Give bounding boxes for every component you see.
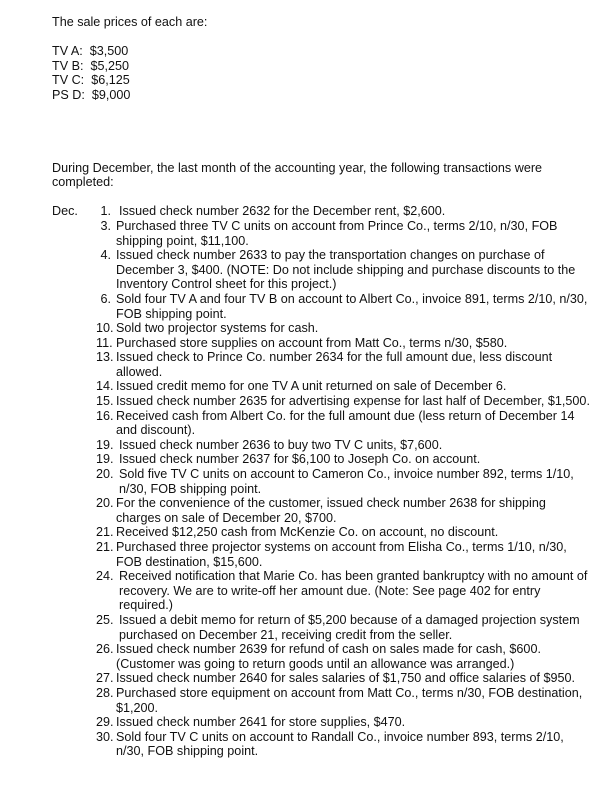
price-label: PS D: xyxy=(52,87,85,102)
transaction-item xyxy=(96,569,592,613)
transaction-text: Issued check number 2636 to buy two TV C units, $7,600. xyxy=(119,437,443,452)
transaction-day: 21. xyxy=(96,540,114,554)
transaction-day: 21. xyxy=(96,525,114,540)
transaction-day: 6. xyxy=(100,291,111,306)
transaction-text: Purchased store supplies on account from Matt Co., terms n/30, $580. xyxy=(116,335,508,350)
transaction-item xyxy=(96,642,592,671)
transaction-item xyxy=(96,496,592,525)
month-label: Dec. xyxy=(52,204,78,219)
transaction-item xyxy=(96,350,592,379)
transaction-item xyxy=(96,730,592,759)
transaction-item xyxy=(96,715,592,730)
transaction-day: 25. xyxy=(96,612,114,627)
price-value: $5,250 xyxy=(90,58,130,73)
transaction-text: Sold two projector systems for cash. xyxy=(116,321,319,336)
price-label: TV C: xyxy=(52,73,85,88)
price-value: $3,500 xyxy=(89,44,129,59)
price-value: $9,000 xyxy=(91,87,131,102)
transaction-text: Received $12,250 cash from McKenzie Co. on account, no discount. xyxy=(116,525,499,540)
transaction-day: 14. xyxy=(96,379,114,394)
price-label: TV B: xyxy=(52,58,84,73)
transaction-item xyxy=(96,438,592,453)
transaction-text: Issued check to Prince Co. number 2634 for the full amount due, less discount allowed. xyxy=(116,350,553,379)
transaction-day: 20. xyxy=(96,467,114,482)
price-list xyxy=(52,44,592,102)
transaction-text: For the convenience of the customer, issued check number 2638 for shipping charges on sale of December 20, $700. xyxy=(116,496,546,525)
transaction-day: 13. xyxy=(96,350,114,365)
transaction-text: Purchased three TV C units on account from Prince Co., terms 2/10, n/30, FOB shipping point, $11,100. xyxy=(116,218,558,248)
transaction-day: 20. xyxy=(96,496,114,511)
transaction-day: 15. xyxy=(96,394,114,409)
transaction-text: Issued check number 2632 for the December rent, $2,600. xyxy=(119,204,446,219)
transaction-text: Issued credit memo for one TV A unit returned on sale of December 6. xyxy=(116,379,507,394)
transaction-day: 26. xyxy=(96,642,114,657)
transaction-text: Issued check number 2637 for $6,100 to Joseph Co. on account. xyxy=(119,452,481,467)
transaction-day: 19. xyxy=(96,437,114,452)
transaction-item xyxy=(96,379,592,394)
transaction-item xyxy=(96,525,592,540)
transaction-text: Sold four TV A and four TV B on account to Albert Co., invoice 891, terms 2/10, n/30, FOB shipping point. xyxy=(116,291,588,321)
transaction-item xyxy=(96,336,592,351)
price-value: $6,125 xyxy=(91,73,130,88)
transaction-day: 1. xyxy=(100,204,111,219)
transaction-day: 11. xyxy=(96,335,113,350)
transaction-text: Issued check number 2641 for store supplies, $470. xyxy=(116,715,406,730)
transaction-day: 4. xyxy=(100,248,111,263)
price-line-ps-d xyxy=(52,88,592,103)
transaction-item xyxy=(96,248,592,292)
transaction-day: 10. xyxy=(96,321,114,336)
transaction-day: 28. xyxy=(96,685,114,700)
transaction-text: Received cash from Albert Co. for the full amount due (less return of December 14 and discount). xyxy=(116,408,575,438)
transaction-item xyxy=(96,292,592,321)
price-line-tv-a xyxy=(52,44,592,59)
transaction-text: Issued a debit memo for return of $5,200 because of a damaged projection system purchased on December 21, receiving credit from the seller. xyxy=(119,612,580,642)
transaction-text: Issued check number 2640 for sales salaries of $1,750 and office salaries of $950. xyxy=(116,671,576,686)
price-line-tv-b xyxy=(52,59,592,74)
transaction-text: Received notification that Marie Co. has been granted bankruptcy with no amount of recovery. We are to write-off her amount due. (Note: See page 402 for entry required.) xyxy=(119,569,588,613)
transaction-day: 19. xyxy=(96,452,114,467)
transaction-text: Purchased three projector systems on account from Elisha Co., terms 1/10, n/30, FOB destination, $15,600. xyxy=(116,540,567,569)
transaction-text: Issued check number 2639 for refund of cash on sales made for cash, $600. (Customer was going to return goods until an allowance was arranged.) xyxy=(116,642,541,671)
transaction-day: 27. xyxy=(96,671,114,686)
transaction-day: 30. xyxy=(96,729,114,744)
transaction-day: 3. xyxy=(100,218,111,233)
transaction-item xyxy=(96,671,592,686)
transaction-text: Issued check number 2635 for advertising expense for last half of December, $1,500. xyxy=(116,394,590,409)
transaction-text: Sold four TV C units on account to Randall Co., invoice number 893, terms 2/10, n/30, FOB shipping point. xyxy=(116,729,564,759)
transaction-item xyxy=(96,321,592,336)
transaction-day: 29. xyxy=(96,715,114,730)
transaction-day: 16. xyxy=(96,408,114,423)
document-page xyxy=(52,15,592,759)
transactions-intro: During December, the last month of the accounting year, the following transactions were completed: xyxy=(52,160,543,190)
transaction-item xyxy=(96,204,592,219)
transaction-text: Issued check number 2633 to pay the transportation changes on purchase of December 3, $400. (NOTE: Do not include shipping and purchase discounts to the Inventory Control sheet for this project.) xyxy=(116,248,576,292)
transaction-item xyxy=(96,394,592,409)
transaction-item xyxy=(96,540,592,569)
price-label: TV A: xyxy=(52,44,83,59)
transaction-item xyxy=(96,686,592,715)
transaction-item xyxy=(96,409,592,438)
sale-prices-heading: The sale prices of each are: xyxy=(52,15,208,29)
transaction-item xyxy=(96,613,592,642)
transaction-item xyxy=(96,219,592,248)
transaction-item xyxy=(96,452,592,467)
price-line-tv-c xyxy=(52,73,592,88)
transaction-text: Purchased store equipment on account from Matt Co., terms n/30, FOB destination, $1,200. xyxy=(116,685,583,715)
transaction-list xyxy=(52,204,592,759)
transaction-item xyxy=(96,467,592,496)
transaction-day: 24. xyxy=(96,569,114,584)
transaction-text: Sold five TV C units on account to Cameron Co., invoice number 892, terms 1/10, n/30, FOB shipping point. xyxy=(119,467,574,496)
